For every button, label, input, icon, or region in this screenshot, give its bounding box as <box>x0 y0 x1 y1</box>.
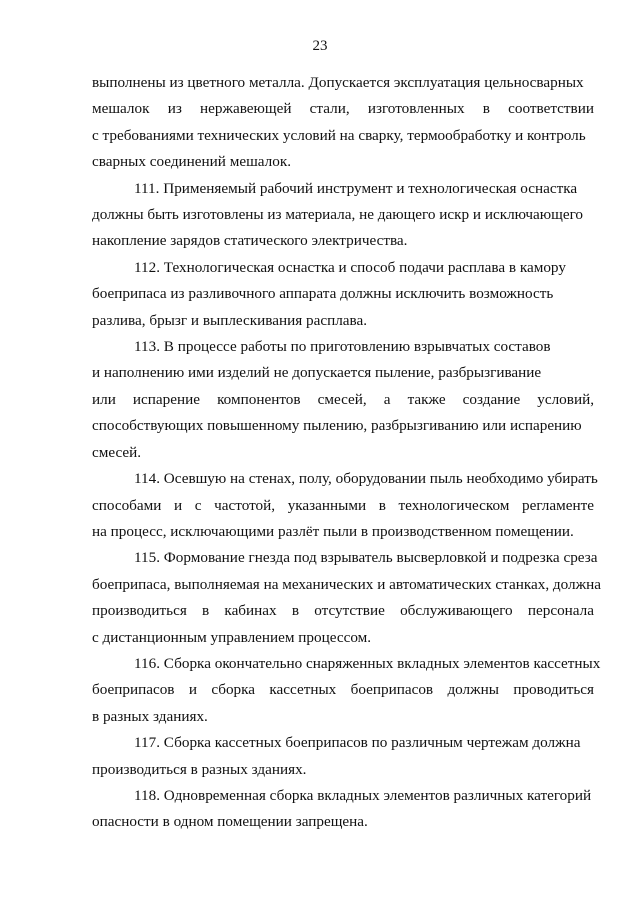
text-word: технологическом <box>398 496 510 514</box>
text-line: смесей. <box>92 443 142 461</box>
text-word: проводиться <box>513 681 594 699</box>
text-word: смесей, <box>317 390 367 408</box>
text-word: должны <box>447 681 499 699</box>
text-word: стали, <box>309 100 350 118</box>
text-word: кассетных <box>269 681 337 699</box>
text-line: 111. Применяемый рабочий инструмент и технологическая оснастка <box>134 179 578 197</box>
text-line: в разных зданиях. <box>92 707 208 725</box>
text-line: 118. Одновременная сборка вкладных элементов различных категорий <box>134 786 592 804</box>
text-word: и <box>188 681 197 699</box>
text-word: также <box>407 390 446 408</box>
text-line: 117. Сборка кассетных боеприпасов по различным чертежам должна <box>134 734 581 752</box>
text-line: способствующих повышенному пылению, разбрызгиванию или испарению <box>92 417 582 435</box>
text-line: накопление зарядов статического электричества. <box>92 232 408 250</box>
text-word: а <box>383 390 391 408</box>
text-word: указанными <box>287 496 367 514</box>
text-line: выполнены из цветного металла. Допускается эксплуатация цельносварных <box>92 74 584 91</box>
text-line <box>92 493 594 519</box>
text-line <box>92 387 594 413</box>
text-line: разлива, брызг и выплескивания расплава. <box>92 311 368 329</box>
text-word: регламенте <box>522 496 594 514</box>
text-line: боеприпаса из разливочного аппарата должны исключить возможность <box>92 285 554 303</box>
text-word: условий, <box>537 390 594 408</box>
text-word: из <box>167 100 182 118</box>
text-word: обслуживающего <box>400 602 513 620</box>
page-number: 23 <box>312 38 328 54</box>
text-word: сборка <box>211 681 256 699</box>
text-line: производиться в разных зданиях. <box>92 760 307 778</box>
text-word: кабинах <box>224 602 277 620</box>
text-line: с требованиями технических условий на сварку, термообработку и контроль <box>92 126 586 144</box>
text-word: изготовленных <box>367 100 465 118</box>
text-line <box>92 598 594 624</box>
text-word: и <box>174 496 183 514</box>
text-word: в <box>378 496 386 514</box>
text-word: в <box>291 602 300 620</box>
text-line <box>92 677 594 703</box>
text-word: боеприпасов <box>92 681 175 699</box>
text-word: с <box>194 496 202 514</box>
text-line <box>92 96 594 122</box>
text-line: 113. В процессе работы по приготовлению взрывчатых составов <box>134 338 551 356</box>
text-line: сварных соединений мешалок. <box>92 153 292 171</box>
text-line: и наполнению ими изделий не допускается пыление, разбрызгивание <box>92 364 542 382</box>
text-line: с дистанционным управлением процессом. <box>92 628 372 646</box>
document-body <box>92 70 601 836</box>
text-line: 115. Формование гнезда под взрыватель высверловкой и подрезка среза <box>134 549 598 567</box>
text-line: боеприпаса, выполняемая на механических и автоматических станках, должна <box>92 575 601 593</box>
text-word: в <box>482 100 490 118</box>
text-line: на процесс, исключающими разлёт пыли в производственном помещении. <box>92 522 574 540</box>
text-line: 112. Технологическая оснастка и способ подачи расплава в камору <box>134 258 566 276</box>
text-word: способами <box>92 496 162 514</box>
text-word: компонентов <box>217 390 301 408</box>
text-word: или <box>92 390 116 408</box>
text-word: производиться <box>92 602 187 620</box>
text-line: должны быть изготовлены из материала, не дающего искр и исключающего <box>92 206 584 224</box>
text-word: испарение <box>132 390 200 408</box>
text-line: 116. Сборка окончательно снаряженных вкладных элементов кассетных <box>134 654 601 672</box>
text-word: персонала <box>527 602 594 620</box>
text-word: соответствии <box>508 100 594 118</box>
text-word: мешалок <box>92 100 150 118</box>
text-word: нержавеющей <box>200 100 292 118</box>
text-line: 114. Осевшую на стенах, полу, оборудовании пыль необходимо убирать <box>134 470 598 488</box>
text-word: в <box>202 602 210 620</box>
text-word: отсутствие <box>314 602 385 620</box>
text-word: боеприпасов <box>350 681 434 699</box>
text-word: частотой, <box>214 496 276 514</box>
text-word: создание <box>462 390 521 408</box>
text-line: опасности в одном помещении запрещена. <box>92 813 368 831</box>
